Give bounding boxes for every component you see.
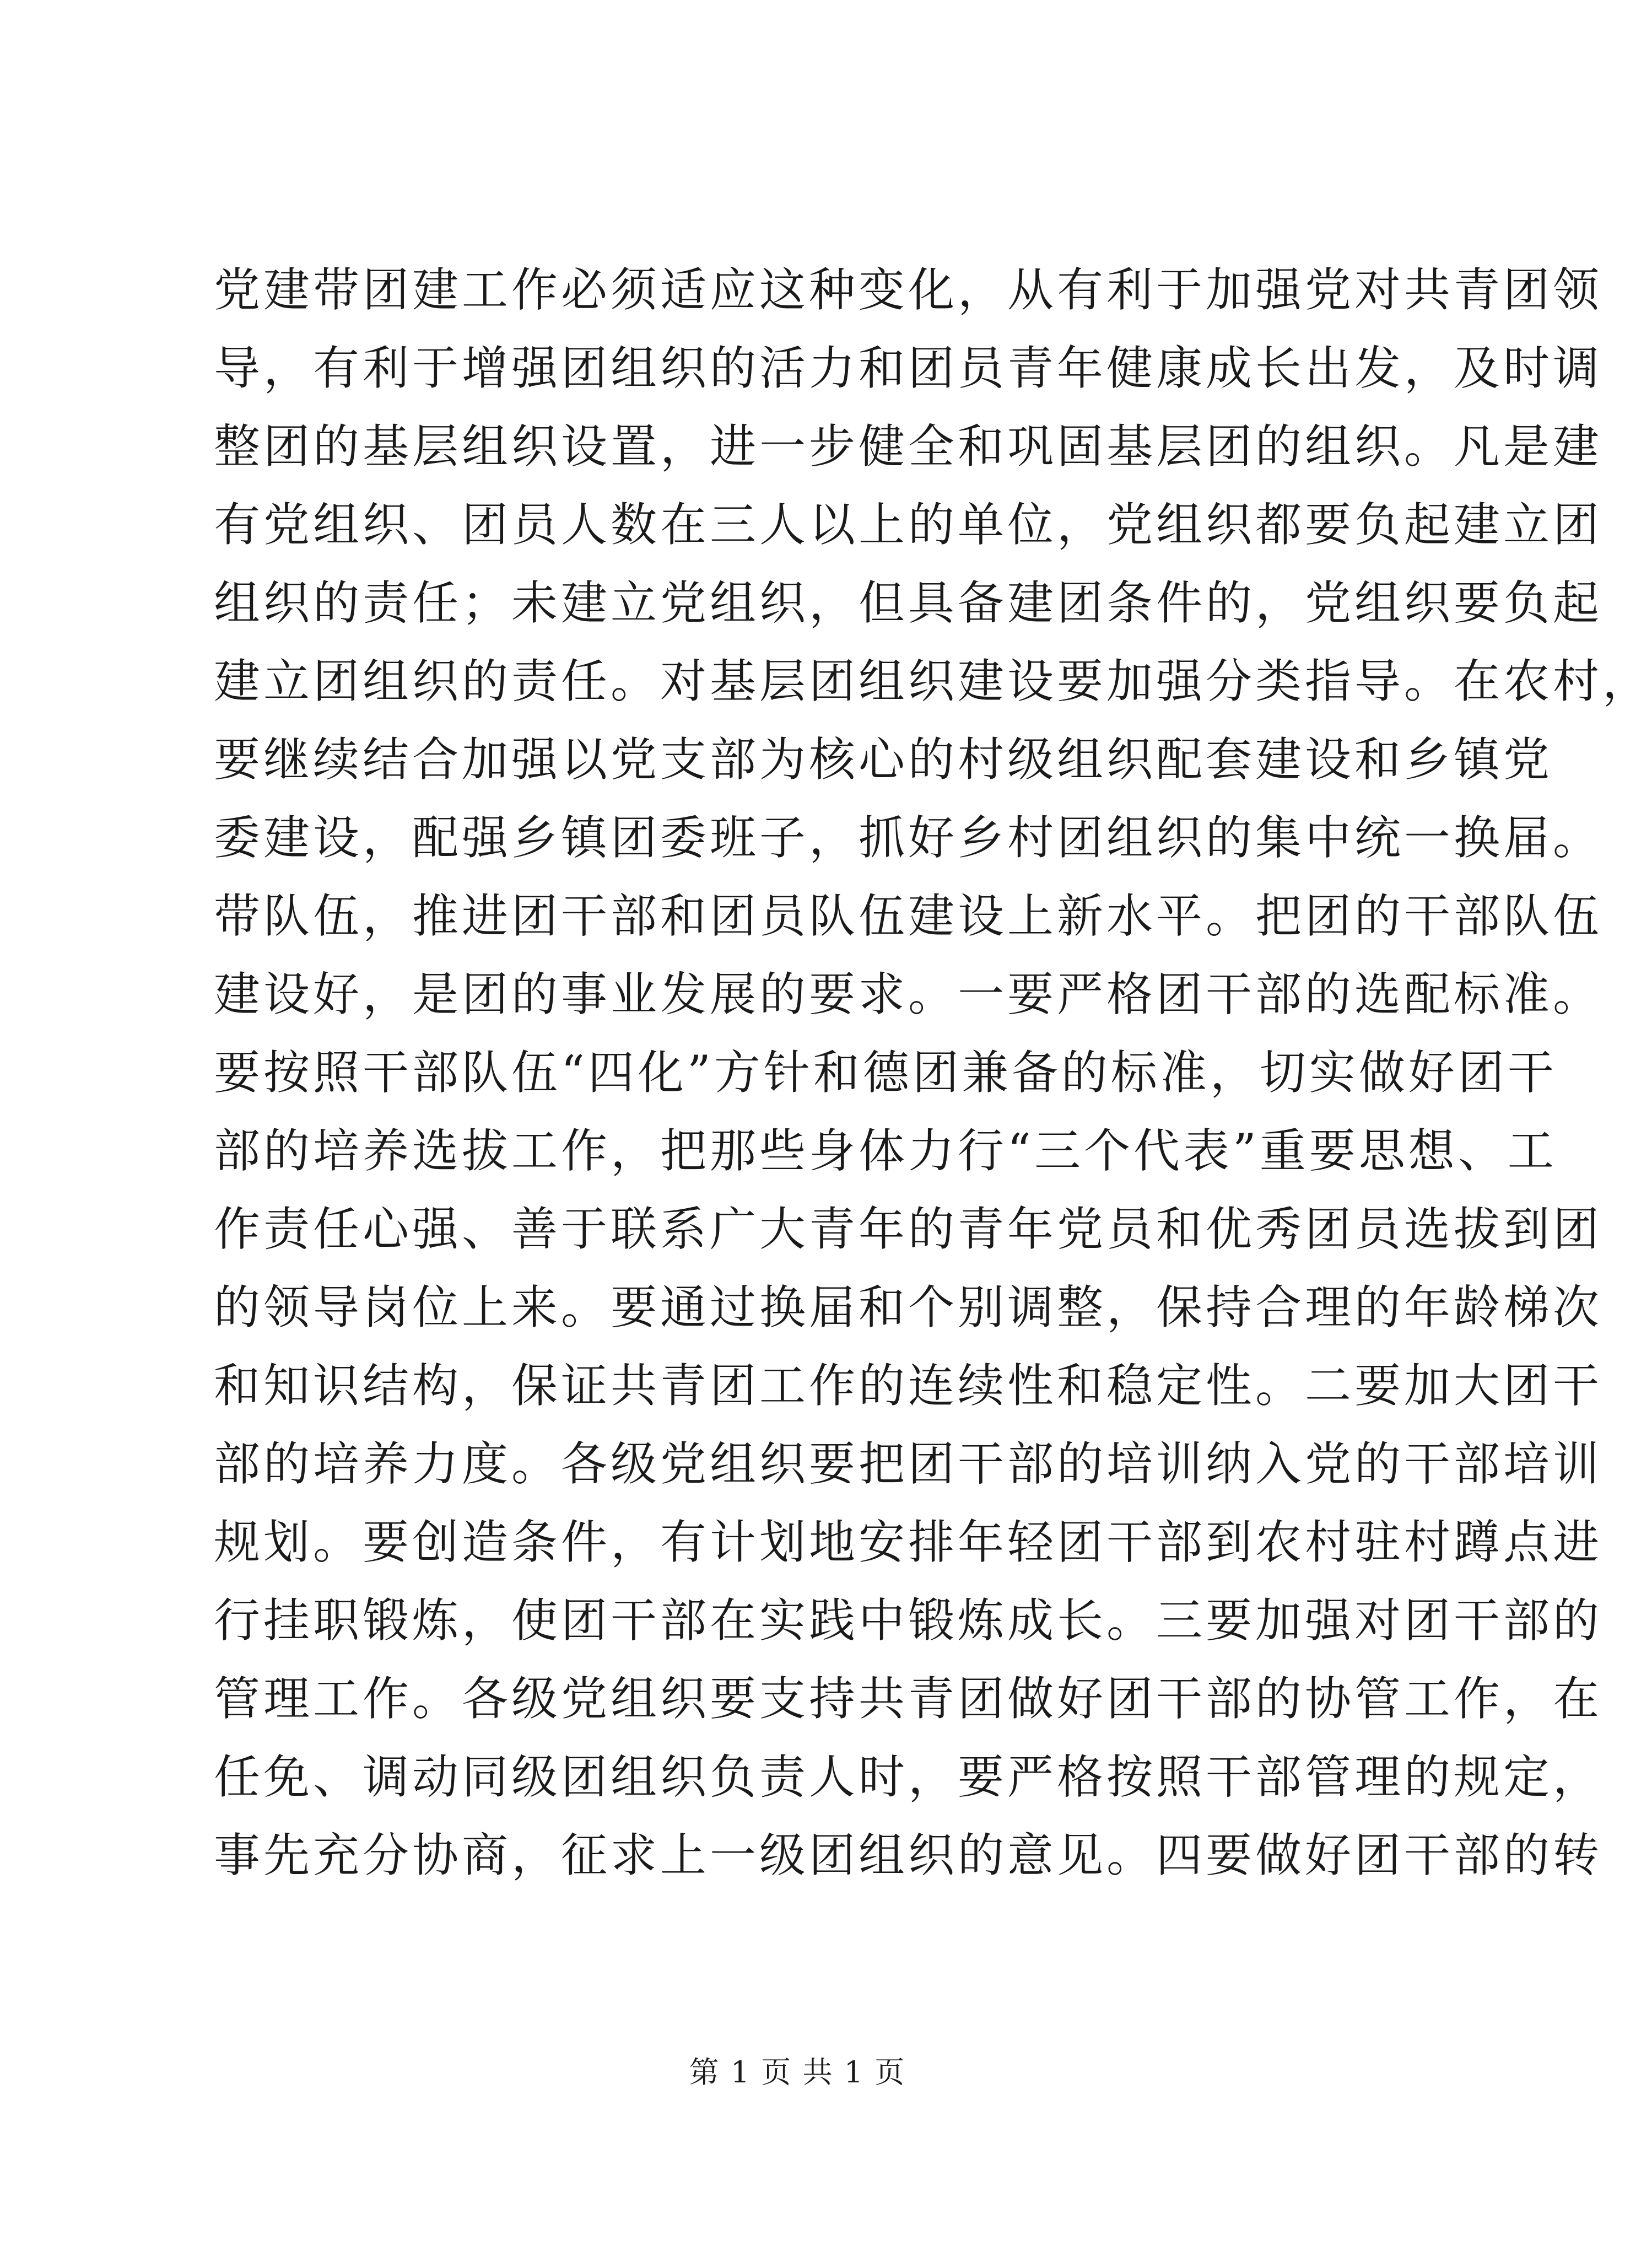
text-line: 事先充分协商，征求上一级团组织的意见。四要做好团干部的转: [214, 1828, 1603, 1882]
text-line: 建立团组织的责任。对基层团组织建设要加强分类指导。在农村，: [214, 654, 1652, 708]
page-number-label: 第 1 页 共 1 页: [689, 2055, 906, 2090]
text-line: 部的培养力度。各级党组织要把团干部的培训纳入党的干部培训: [214, 1437, 1603, 1491]
text-line: 党建带团建工作必须适应这种变化，从有利于加强党对共青团领: [214, 263, 1603, 317]
body-paragraph: [214, 251, 1652, 1894]
text-line: 带队伍，推进团干部和团员队伍建设上新水平。把团的干部队伍: [214, 889, 1603, 943]
page-footer: [0, 2050, 1595, 2095]
text-line: 部的培养选拔工作，把那些身体力行“三个代表”重要思想、工: [214, 1124, 1557, 1178]
text-line: 建设好，是团的事业发展的要求。一要严格团干部的选配标准。: [214, 967, 1603, 1021]
text-line: 规划。要创造条件，有计划地安排年轻团干部到农村驻村蹲点进: [214, 1515, 1603, 1569]
text-line: 要继续结合加强以党支部为核心的村级组织配套建设和乡镇党: [214, 733, 1553, 787]
text-line: 的领导岗位上来。要通过换届和个别调整，保持合理的年龄梯次: [214, 1280, 1603, 1334]
text-line: 作责任心强、善于联系广大青年的青年党员和优秀团员选拔到团: [214, 1202, 1603, 1256]
text-line: 整团的基层组织设置，进一步健全和巩固基层团的组织。凡是建: [214, 419, 1603, 473]
text-line: 管理工作。各级党组织要支持共青团做好团干部的协管工作，在: [214, 1672, 1603, 1726]
text-line: 有党组织、团员人数在三人以上的单位，党组织都要负起建立团: [214, 498, 1603, 552]
text-line: 和知识结构，保证共青团工作的连续性和稳定性。二要加大团干: [214, 1359, 1603, 1413]
text-line: 要按照干部队伍“四化”方针和德团兼备的标准，切实做好团干: [214, 1046, 1557, 1100]
text-line: 委建设，配强乡镇团委班子，抓好乡村团组织的集中统一换届。: [214, 811, 1603, 865]
text-line: 组织的责任；未建立党组织，但具备建团条件的，党组织要负起: [214, 576, 1603, 630]
text-line: 行挂职锻炼，使团干部在实践中锻炼成长。三要加强对团干部的: [214, 1593, 1603, 1647]
text-line: 导，有利于增强团组织的活力和团员青年健康成长出发，及时调: [214, 341, 1603, 395]
text-line: 任免、调动同级团组织负责人时，要严格按照干部管理的规定，: [214, 1750, 1603, 1804]
